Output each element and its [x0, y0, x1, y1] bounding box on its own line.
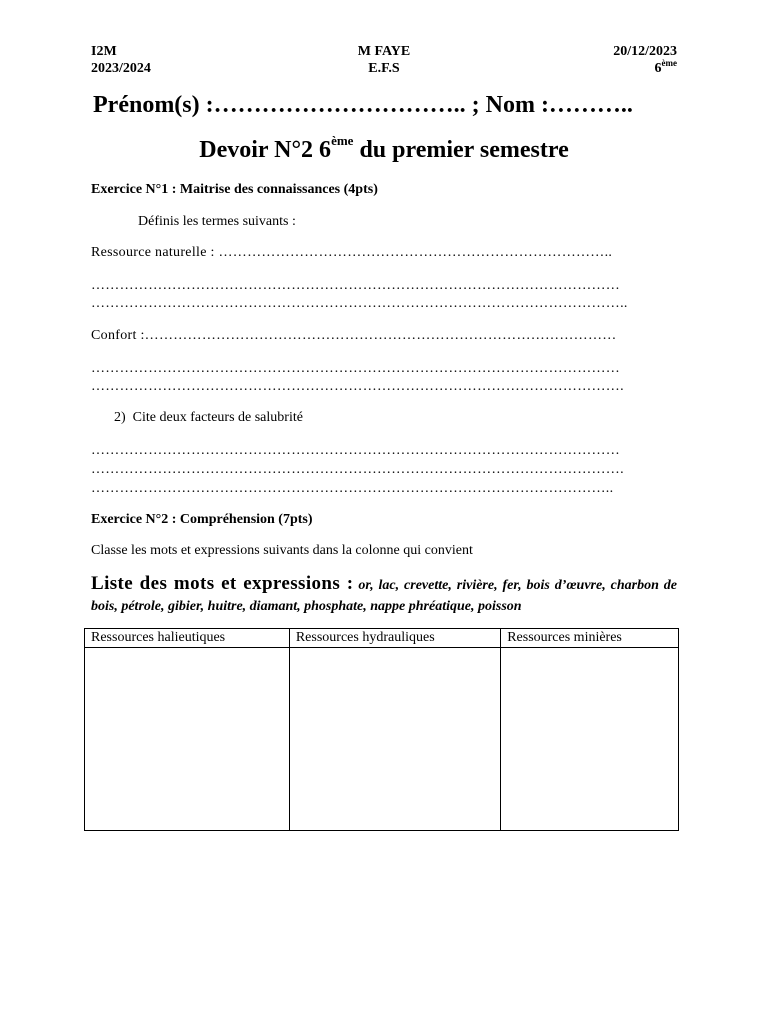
q2-dots-line-2: ………………………………………………………………………………………………….	[91, 462, 624, 477]
page-header	[91, 43, 677, 79]
exam-date: 20/12/2023	[613, 44, 677, 59]
class-level-suffix: ème	[661, 58, 677, 68]
table-answer-row	[85, 648, 679, 831]
exam-title	[0, 133, 768, 164]
column-header-halieutiques: Ressources halieutiques	[85, 629, 290, 648]
class-level-number: 6	[654, 61, 662, 76]
term1-dots-line-1: …………………………………………………………………………………………………	[91, 278, 621, 293]
term1-line: Ressource naturelle : ………………………………………………………………………..	[91, 245, 613, 260]
subject-name: E.F.S	[368, 61, 400, 76]
answer-cell-hydrauliques	[289, 648, 500, 831]
q2-dots-line-3: ………………………………………………………………………………………………..	[91, 481, 614, 496]
term2-dots-line-2: ………………………………………………………………………………………………….	[91, 379, 624, 394]
question2	[114, 409, 303, 426]
classification-table	[84, 628, 679, 831]
exercise1-heading: Exercice N°1 : Maitrise des connaissances (4pts)	[91, 182, 378, 197]
school-name: I2M	[91, 44, 117, 59]
column-header-minieres: Ressources minières	[501, 629, 679, 648]
title-sup: ème	[331, 133, 354, 148]
exercise1-instruction: Définis les termes suivants :	[138, 214, 296, 229]
term1-dots-line-2: …………………………………………………………………………………………………..	[91, 296, 628, 311]
exercise2-heading: Exercice N°2 : Compréhension (7pts)	[91, 512, 313, 527]
teacher-name: M FAYE	[357, 44, 411, 59]
column-header-hydrauliques: Ressources hydrauliques	[289, 629, 500, 648]
answer-cell-halieutiques	[85, 648, 290, 831]
answer-cell-minieres	[501, 648, 679, 831]
header-right	[613, 43, 677, 77]
question2-number: 2)	[114, 410, 126, 425]
table-header-row	[85, 629, 679, 648]
term2-dots-line-1: …………………………………………………………………………………………………	[91, 361, 621, 376]
school-year: 2023/2024	[91, 61, 151, 76]
student-name-line: Prénom(s) :………………………….. ; Nom :………..	[93, 92, 633, 118]
title-part1: Devoir N°2 6	[199, 137, 332, 163]
title-part2: du premier semestre	[353, 137, 569, 163]
word-list-items: or, lac, crevette, rivière, fer, bois d’œuvre, charbon de bois, pétrole, gibier, huitre, diamant, phosphate, nappe phréatique, poisson	[91, 578, 677, 614]
header-center	[91, 43, 677, 77]
class-level	[613, 60, 677, 77]
exercise2-instruction: Classe les mots et expressions suivants dans la colonne qui convient	[91, 543, 473, 558]
word-list-lead: Liste des mots et expressions :	[91, 573, 354, 594]
q2-dots-line-1: …………………………………………………………………………………………………	[91, 443, 621, 458]
word-list	[91, 573, 677, 617]
term2-line: Confort :………………………………………………………………………………………	[91, 328, 617, 343]
question2-text: Cite deux facteurs de salubrité	[132, 410, 303, 425]
